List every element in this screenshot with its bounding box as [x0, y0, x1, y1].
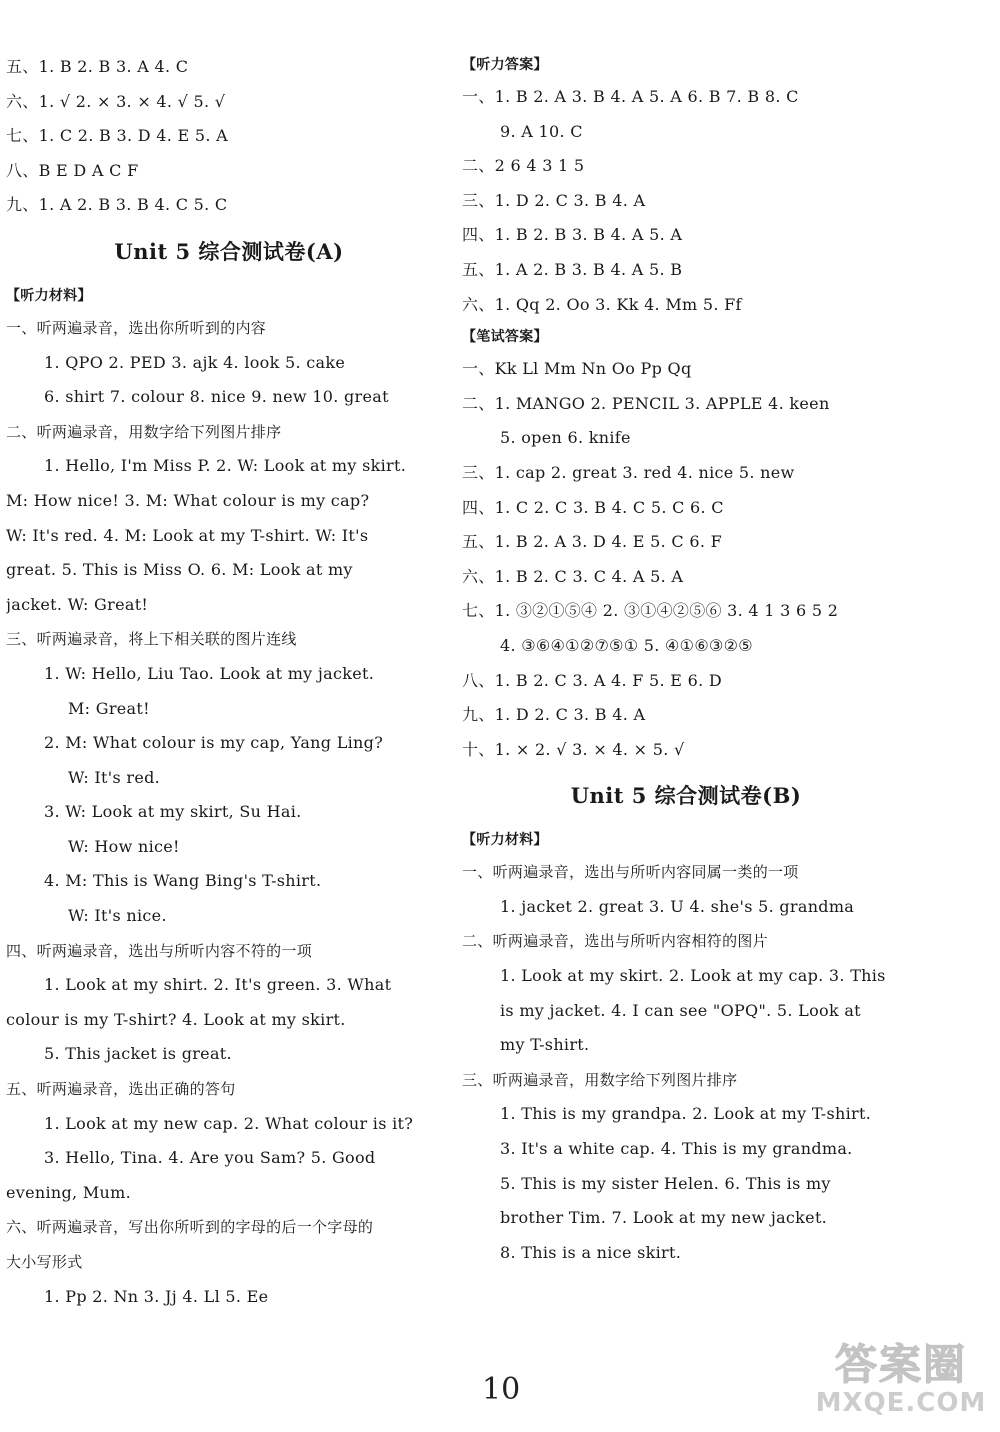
question-title: 三、听两遍录音，将上下相关联的图片连线: [6, 630, 297, 649]
text-line: 3. W: Look at my skirt, Su Hai.: [44, 802, 302, 822]
text-line: 1. This is my grandpa. 2. Look at my T-shirt.: [500, 1104, 872, 1124]
text-line: 1. Hello, I'm Miss P. 2. W: Look at my skirt.: [44, 456, 407, 476]
question-title: 三、听两遍录音，用数字给下列图片排序: [462, 1070, 738, 1089]
page-number: 10: [482, 1372, 521, 1407]
text-line: 1. Pp 2. Nn 3. Jj 4. Ll 5. Ee: [44, 1286, 269, 1306]
answer-line: 一、1. B 2. A 3. B 4. A 5. A 6. B 7. B 8. C: [462, 87, 799, 106]
text-line: W: It's red. 4. M: Look at my T-shirt. W: It's: [6, 525, 369, 545]
answer-line: 一、Kk Ll Mm Nn Oo Pp Qq: [462, 359, 692, 379]
text-line: 1. W: Hello, Liu Tao. Look at my jacket.: [44, 663, 375, 683]
section-heading: Unit 5 综合测试卷(B): [570, 783, 802, 809]
text-line: my T-shirt.: [500, 1035, 590, 1055]
section-heading: Unit 5 综合测试卷(A): [114, 238, 344, 264]
answer-line: 三、1. D 2. C 3. B 4. A: [462, 190, 646, 210]
bracket-label: 【听力答案】: [462, 57, 548, 73]
text-line: 5. open 6. knife: [500, 428, 631, 448]
bracket-label: 【笔试答案】: [462, 329, 548, 346]
text-line: 1. Look at my skirt. 2. Look at my cap. 3. This: [500, 966, 886, 986]
answer-line: 六、1. Qq 2. Oo 3. Kk 4. Mm 5. Ff: [462, 294, 742, 314]
text-line: jacket. W: Great!: [6, 594, 149, 614]
text-line: 3. It's a white cap. 4. This is my grandma.: [500, 1139, 853, 1159]
text-line: M: How nice! 3. M: What colour is my cap?: [6, 490, 370, 510]
answer-line: 十、1. × 2. √ 3. × 4. × 5. √: [462, 739, 685, 759]
watermark-logo: 答案圈: [834, 1340, 967, 1389]
watermark: [808, 1342, 994, 1428]
answer-line: 八、1. B 2. C 3. A 4. F 5. E 6. D: [462, 670, 723, 690]
text-line: brother Tim. 7. Look at my new jacket.: [500, 1208, 828, 1228]
question-title: 二、听两遍录音，用数字给下列图片排序: [6, 422, 282, 441]
answer-line: 九、1. A 2. B 3. B 4. C 5. C: [6, 195, 228, 215]
answer-line: 二、2 6 4 3 1 5: [462, 156, 585, 176]
question-title: 四、听两遍录音，选出与所听内容不符的一项: [6, 941, 313, 960]
text-line: 1. QPO 2. PED 3. ajk 4. look 5. cake: [44, 352, 346, 372]
text-line: evening, Mum.: [6, 1182, 131, 1202]
right-column: [462, 50, 910, 1270]
answer-line: 四、1. B 2. B 3. B 4. A 5. A: [462, 225, 683, 245]
text-line: M: Great!: [68, 698, 150, 718]
answer-line: 七、1. C 2. B 3. D 4. E 5. A: [6, 126, 228, 146]
question-title: 一、听两遍录音，选出你所听到的内容: [6, 318, 267, 337]
text-line: W: It's red.: [68, 767, 161, 787]
answer-line: 九、1. D 2. C 3. B 4. A: [462, 705, 646, 725]
text-line: 9. A 10. C: [500, 121, 583, 141]
left-column: [6, 50, 452, 1314]
answer-line: 七、1. ③②①⑤④ 2. ③①④②⑤⑥ 3. 4 1 3 6 5 2: [462, 601, 839, 621]
answer-line: 五、1. B 2. B 3. A 4. C: [6, 57, 189, 76]
question-title: 二、听两遍录音，选出与所听内容相符的图片: [462, 932, 769, 951]
text-line: 1. Look at my new cap. 2. What colour is it?: [44, 1113, 414, 1133]
text-line: 3. Hello, Tina. 4. Are you Sam? 5. Good: [44, 1148, 376, 1168]
text-line: 5. This is my sister Helen. 6. This is my: [500, 1173, 831, 1193]
text-line: W: How nice!: [68, 836, 180, 856]
answer-line: 四、1. C 2. C 3. B 4. C 5. C 6. C: [462, 497, 724, 517]
text-line: 4. M: This is Wang Bing's T-shirt.: [44, 871, 322, 891]
answer-line: 二、1. MANGO 2. PENCIL 3. APPLE 4. keen: [462, 393, 830, 413]
text-line: 1. Look at my shirt. 2. It's green. 3. What: [44, 975, 392, 995]
bracket-label: 【听力材料】: [462, 832, 548, 849]
answer-line: 八、B E D A C F: [6, 160, 139, 180]
question-title: 大小写形式: [6, 1253, 83, 1271]
text-line: 1. jacket 2. great 3. U 4. she's 5. grandma: [500, 896, 855, 916]
question-title: 五、听两遍录音，选出正确的答句: [6, 1080, 236, 1099]
text-line: W: It's nice.: [68, 906, 167, 926]
text-line: is my jacket. 4. I can see "OPQ". 5. Look at: [500, 1000, 861, 1020]
text-line: 6. shirt 7. colour 8. nice 9. new 10. great: [44, 387, 389, 407]
question-title: 一、听两遍录音，选出与所听内容同属一类的一项: [462, 863, 799, 882]
text-line: colour is my T-shirt? 4. Look at my skirt.: [6, 1009, 346, 1029]
bracket-label: 【听力材料】: [6, 287, 92, 304]
answer-line: 五、1. B 2. A 3. D 4. E 5. C 6. F: [462, 532, 723, 552]
text-line: great. 5. This is Miss O. 6. M: Look at my: [6, 560, 353, 580]
question-title: 六、听两遍录音，写出你所听到的字母的后一个字母的: [6, 1218, 374, 1237]
answer-line: 六、1. √ 2. × 3. × 4. √ 5. √: [6, 91, 226, 111]
text-line: 8. This is a nice skirt.: [500, 1242, 682, 1262]
text-line: 5. This jacket is great.: [44, 1044, 232, 1064]
text-line: 4. ③⑥④①②⑦⑤① 5. ④①⑥③②⑤: [500, 635, 753, 655]
watermark-url: MXQE.COM: [815, 1388, 987, 1418]
answer-line: 五、1. A 2. B 3. B 4. A 5. B: [462, 259, 683, 279]
answer-line: 三、1. cap 2. great 3. red 4. nice 5. new: [462, 462, 795, 482]
answer-line: 六、1. B 2. C 3. C 4. A 5. A: [462, 566, 684, 586]
text-line: 2. M: What colour is my cap, Yang Ling?: [44, 733, 384, 753]
